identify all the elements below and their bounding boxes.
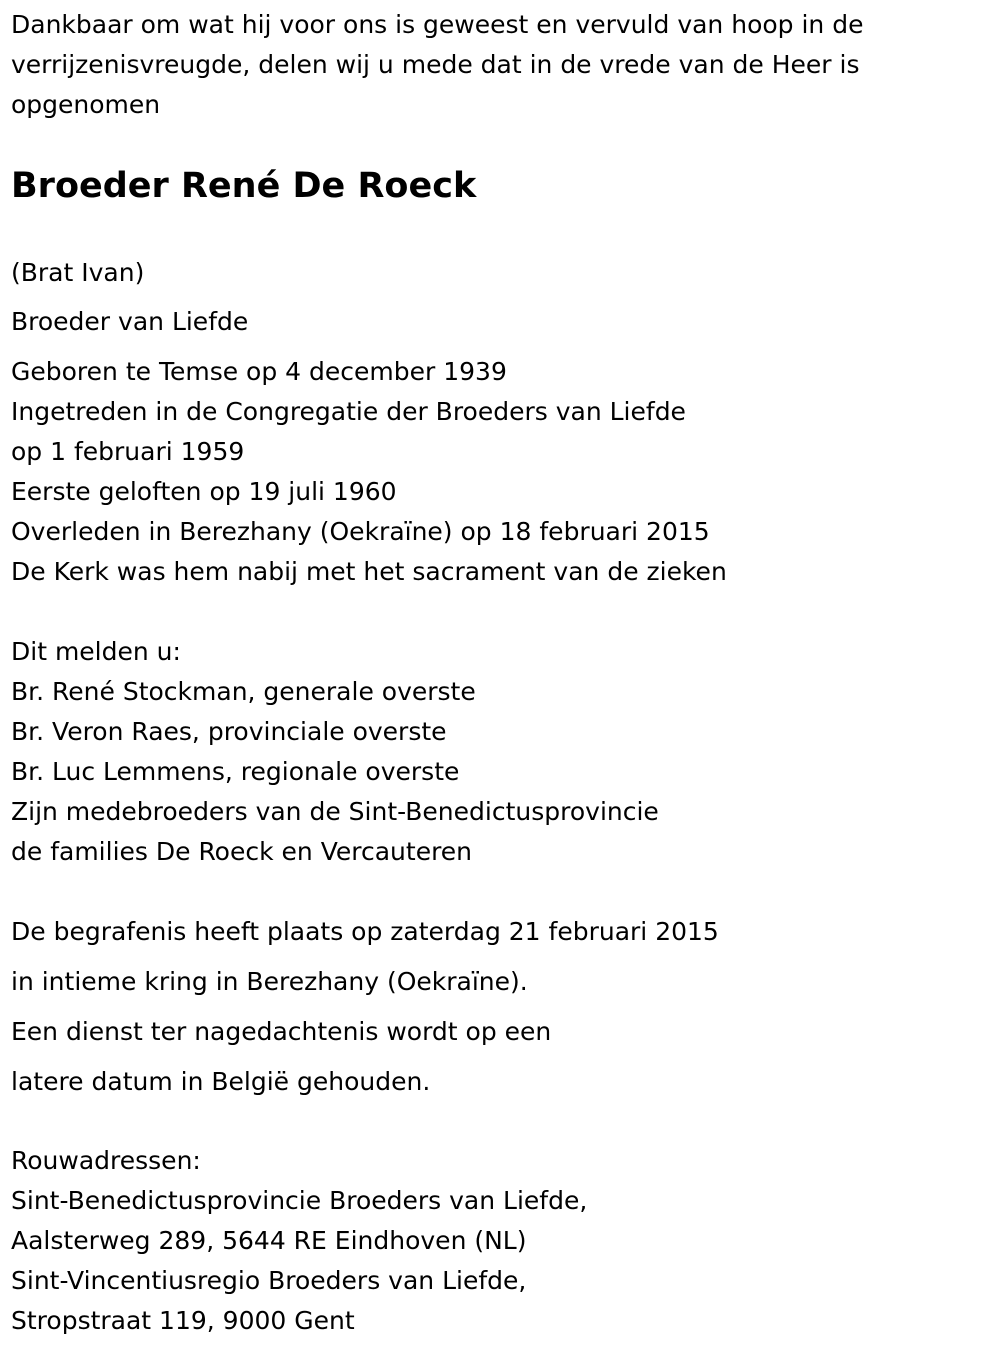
funeral-line: Een dienst ter nagedachtenis wordt op een: [11, 1017, 552, 1046]
bio-line: Overleden in Berezhany (Oekraïne) op 18 februari 2015: [11, 517, 710, 546]
announcer-item: de families De Roeck en Vercauteren: [11, 837, 473, 866]
intro-line: opgenomen: [11, 90, 161, 119]
biography: [11, 352, 727, 592]
intro-line: verrijzenisvreugde, delen wij u mede dat in de vrede van de Heer is: [11, 50, 860, 79]
funeral-line: latere datum in België gehouden.: [11, 1067, 431, 1096]
addresses-heading: Rouwadressen:: [11, 1146, 201, 1175]
intro-line: Dankbaar om wat hij voor ons is geweest en vervuld van hoop in de: [11, 10, 864, 39]
announcer-item: Br. Veron Raes, provinciale overste: [11, 717, 447, 746]
address-line: Aalsterweg 289, 5644 RE Eindhoven (NL): [11, 1226, 527, 1255]
address-line: Sint-Vincentiusregio Broeders van Liefde,: [11, 1266, 527, 1295]
funeral-line: De begrafenis heeft plaats op zaterdag 21 februari 2015: [11, 917, 719, 946]
mourning-addresses: [11, 1141, 587, 1341]
announcer-item: Br. Luc Lemmens, regionale overste: [11, 757, 460, 786]
bio-line: op 1 februari 1959: [11, 437, 245, 466]
funeral-line: in intieme kring in Berezhany (Oekraïne).: [11, 967, 528, 996]
bio-line: Geboren te Temse op 4 december 1939: [11, 357, 507, 386]
announcers: [11, 632, 659, 872]
announcer-item: Br. René Stockman, generale overste: [11, 677, 476, 706]
bio-line: Ingetreden in de Congregatie der Broeders van Liefde: [11, 397, 686, 426]
address-line: Sint-Benedictusprovincie Broeders van Liefde,: [11, 1186, 588, 1215]
announcers-heading: Dit melden u:: [11, 637, 181, 666]
alias: (Brat Ivan): [11, 258, 145, 287]
order-name: Broeder van Liefde: [11, 307, 249, 336]
intro-paragraph: [11, 5, 971, 125]
bio-line: De Kerk was hem nabij met het sacrament van de zieken: [11, 557, 727, 586]
deceased-name: Broeder René De Roeck: [11, 166, 477, 206]
announcer-item: Zijn medebroeders van de Sint-Benedictusprovincie: [11, 797, 659, 826]
address-line: Stropstraat 119, 9000 Gent: [11, 1306, 355, 1335]
bio-line: Eerste geloften op 19 juli 1960: [11, 477, 397, 506]
